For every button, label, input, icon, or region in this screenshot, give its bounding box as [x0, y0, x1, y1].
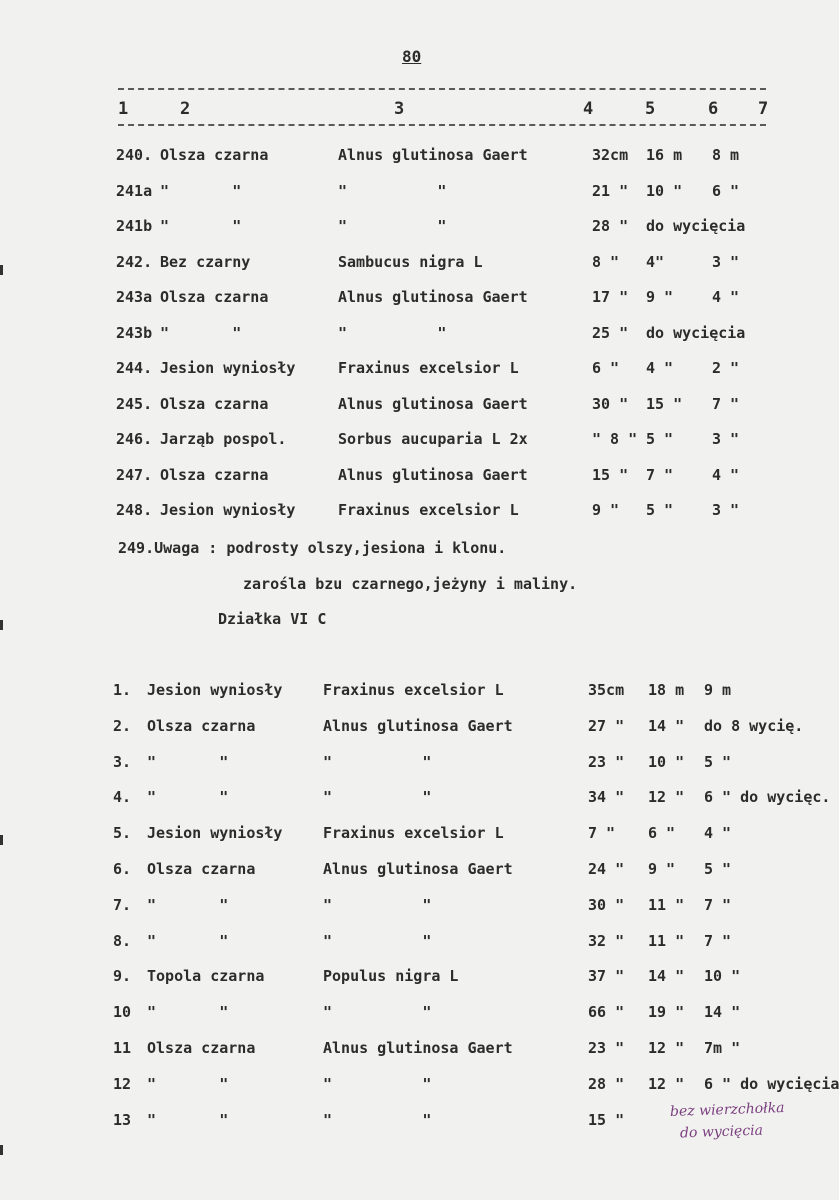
col-header-6: 6	[708, 99, 719, 119]
cell-no: 2.	[113, 716, 132, 735]
cell-no: 7.	[113, 895, 132, 914]
cell-c6: 10 "	[704, 967, 741, 986]
note-line-1: 249.Uwaga : podrosty olszy,jesiona i klonu.	[118, 539, 507, 557]
cell-c5: 6 "	[648, 824, 676, 843]
cell-no: 247.	[116, 465, 153, 484]
cell-c6: do 8 wycię.	[704, 716, 804, 735]
col-header-1: 1	[118, 99, 129, 119]
cell-no: 1.	[113, 681, 132, 699]
cell-c6: 7 "	[704, 895, 732, 914]
cell-c4: 6 "	[592, 359, 620, 377]
cell-c6: 7m "	[704, 1039, 741, 1057]
cell-no: 244.	[116, 359, 153, 377]
cell-latin: Alnus glutinosa Gaert	[338, 394, 528, 413]
cell-latin: Alnus glutinosa Gaert	[338, 465, 528, 484]
cell-name: Topola czarna	[147, 967, 265, 986]
cell-name: Jarząb pospol.	[160, 430, 287, 448]
cell-name: Olsza czarna	[147, 860, 256, 878]
cell-c4: 66 "	[588, 1003, 625, 1022]
cell-latin: " "	[338, 217, 447, 235]
cell-c5: 7 "	[646, 465, 674, 484]
cell-latin: Alnus glutinosa Gaert	[323, 860, 513, 878]
cell-no: 241a	[116, 181, 153, 200]
cell-no: 13	[113, 1110, 132, 1129]
cell-c5: do wycięcia	[646, 323, 746, 342]
cell-c6: 4 "	[712, 465, 740, 484]
cell-c4: 7 "	[588, 824, 616, 843]
cell-c4: 30 "	[588, 895, 625, 914]
handwritten-note-1: bez wierzchołka	[669, 1100, 785, 1120]
cell-no: 241b	[116, 217, 153, 235]
cell-no: 242.	[116, 252, 153, 271]
cell-latin: " "	[338, 181, 447, 200]
cell-c5: 10 "	[646, 181, 683, 200]
cell-name: " "	[147, 1110, 229, 1129]
handwritten-note-2: do wycięcia	[679, 1122, 764, 1142]
cell-c4: 25 "	[592, 323, 629, 342]
cell-c6: 2 "	[712, 359, 740, 377]
cell-name: " "	[147, 931, 229, 950]
cell-c6: 6 " do wycięc.	[704, 788, 831, 807]
cell-c6: 7 "	[704, 931, 732, 950]
cell-name: " "	[147, 752, 229, 771]
cell-c4: 23 "	[588, 752, 625, 771]
cell-name: Jesion wyniosły	[160, 359, 296, 377]
cell-c5: 9 "	[646, 288, 674, 306]
cell-c5: 9 "	[648, 860, 676, 878]
cell-latin: " "	[338, 323, 447, 342]
cell-c5: 14 "	[648, 967, 685, 986]
cell-latin: Sorbus aucuparia L 2x	[338, 430, 528, 448]
cell-no: 245.	[116, 394, 153, 413]
cell-latin: Fraxinus excelsior L	[323, 824, 504, 843]
cell-latin: " "	[323, 931, 432, 950]
cell-c4: 15 "	[588, 1110, 625, 1129]
cell-c4: 32cm	[592, 146, 629, 164]
cell-c5: 12 "	[648, 1074, 685, 1093]
cell-latin: " "	[323, 1003, 432, 1022]
cell-name: Olsza czarna	[147, 1039, 256, 1057]
cell-latin: " "	[323, 752, 432, 771]
cell-c4: 15 "	[592, 465, 629, 484]
binder-mark	[0, 620, 3, 630]
cell-name: Jesion wyniosły	[160, 501, 296, 519]
cell-no: 11	[113, 1039, 132, 1057]
col-header-2: 2	[180, 99, 191, 119]
cell-name: " "	[147, 788, 229, 807]
cell-latin: Alnus glutinosa Gaert	[323, 1039, 513, 1057]
cell-latin: Populus nigra L	[323, 967, 459, 986]
cell-c6: 7 "	[712, 394, 740, 413]
cell-no: 246.	[116, 430, 153, 448]
cell-c5: 5 "	[646, 501, 674, 519]
cell-c5: 16 m	[646, 146, 683, 164]
cell-c5: 12 "	[648, 788, 685, 807]
cell-c6: 5 "	[704, 752, 732, 771]
col-header-5: 5	[645, 99, 656, 119]
cell-c4: 28 "	[588, 1074, 625, 1093]
cell-latin: " "	[323, 1110, 432, 1129]
note-line-2: zarośla bzu czarnego,jeżyny i maliny.	[243, 575, 578, 593]
col-header-4: 4	[583, 99, 594, 119]
cell-latin: Sambucus nigra L	[338, 252, 483, 271]
cell-no: 3.	[113, 752, 132, 771]
cell-no: 243a	[116, 288, 153, 306]
cell-name: Bez czarny	[160, 252, 251, 271]
cell-c5: 14 "	[648, 716, 685, 735]
page-number: 80	[402, 47, 422, 66]
cell-c5: 11 "	[648, 895, 685, 914]
cell-name: " "	[160, 181, 242, 200]
binder-mark	[0, 835, 3, 845]
cell-no: 9.	[113, 967, 132, 986]
cell-c6: 3 "	[712, 430, 740, 448]
cell-no: 240.	[116, 146, 153, 164]
cell-c4: 35cm	[588, 681, 625, 699]
cell-c4: 9 "	[592, 501, 620, 519]
cell-c6: 4 "	[704, 824, 732, 843]
cell-c5: 10 "	[648, 752, 685, 771]
cell-c6: 3 "	[712, 252, 740, 271]
cell-c4: 21 "	[592, 181, 629, 200]
cell-name: Olsza czarna	[147, 716, 256, 735]
cell-name: Jesion wyniosły	[147, 824, 283, 843]
cell-no: 6.	[113, 860, 132, 878]
header-rule-top	[118, 88, 766, 90]
cell-c6: 14 "	[704, 1003, 741, 1022]
cell-c6: 6 "	[712, 181, 740, 200]
cell-c4: 28 "	[592, 217, 629, 235]
cell-latin: Fraxinus excelsior L	[323, 681, 504, 699]
cell-name: " "	[147, 1003, 229, 1022]
cell-c4: 23 "	[588, 1039, 625, 1057]
cell-c5: 4 "	[646, 359, 674, 377]
cell-no: 4.	[113, 788, 132, 807]
cell-c4: 30 "	[592, 394, 629, 413]
cell-name: " "	[147, 1074, 229, 1093]
cell-c4: 34 "	[588, 788, 625, 807]
cell-c6: 6 " do wycięcia	[704, 1074, 839, 1093]
cell-latin: " "	[323, 895, 432, 914]
cell-c6: 4 "	[712, 288, 740, 306]
cell-no: 243b	[116, 323, 153, 342]
cell-c5: 15 "	[646, 394, 683, 413]
cell-latin: Fraxinus excelsior L	[338, 501, 519, 519]
cell-c5: 4"	[646, 252, 665, 271]
cell-c4: 17 "	[592, 288, 629, 306]
binder-mark	[0, 265, 3, 275]
cell-no: 10	[113, 1003, 132, 1022]
section-title: Działka VI C	[218, 610, 327, 628]
cell-name: Olsza czarna	[160, 288, 269, 306]
cell-c6: 9 m	[704, 681, 732, 699]
cell-c4: 8 "	[592, 252, 620, 271]
cell-c6: 5 "	[704, 860, 732, 878]
cell-c4: 32 "	[588, 931, 625, 950]
cell-name: " "	[160, 323, 242, 342]
col-header-3: 3	[394, 99, 405, 119]
cell-latin: Fraxinus excelsior L	[338, 359, 519, 377]
binder-mark	[0, 1145, 3, 1155]
col-header-7: 7	[758, 99, 769, 119]
cell-c4: 24 "	[588, 860, 625, 878]
cell-c5: 18 m	[648, 681, 685, 699]
cell-c5: 5 "	[646, 430, 674, 448]
cell-c5: 11 "	[648, 931, 685, 950]
cell-latin: " "	[323, 1074, 432, 1093]
cell-c4: " 8 "	[592, 430, 638, 448]
cell-name: " "	[160, 217, 242, 235]
cell-no: 248.	[116, 501, 153, 519]
cell-c5: do wycięcia	[646, 217, 746, 235]
cell-name: Olsza czarna	[160, 394, 269, 413]
cell-latin: Alnus glutinosa Gaert	[338, 146, 528, 164]
cell-c5: 12 "	[648, 1039, 685, 1057]
cell-no: 8.	[113, 931, 132, 950]
header-rule-bottom	[118, 124, 766, 126]
cell-c4: 27 "	[588, 716, 625, 735]
cell-c6: 8 m	[712, 146, 740, 164]
cell-name: Olsza czarna	[160, 146, 269, 164]
cell-latin: " "	[323, 788, 432, 807]
cell-name: Jesion wyniosły	[147, 681, 283, 699]
cell-c6: 3 "	[712, 501, 740, 519]
cell-latin: Alnus glutinosa Gaert	[323, 716, 513, 735]
cell-no: 5.	[113, 824, 132, 843]
cell-c5: 19 "	[648, 1003, 685, 1022]
cell-name: " "	[147, 895, 229, 914]
cell-c4: 37 "	[588, 967, 625, 986]
cell-name: Olsza czarna	[160, 465, 269, 484]
cell-no: 12	[113, 1074, 132, 1093]
cell-latin: Alnus glutinosa Gaert	[338, 288, 528, 306]
